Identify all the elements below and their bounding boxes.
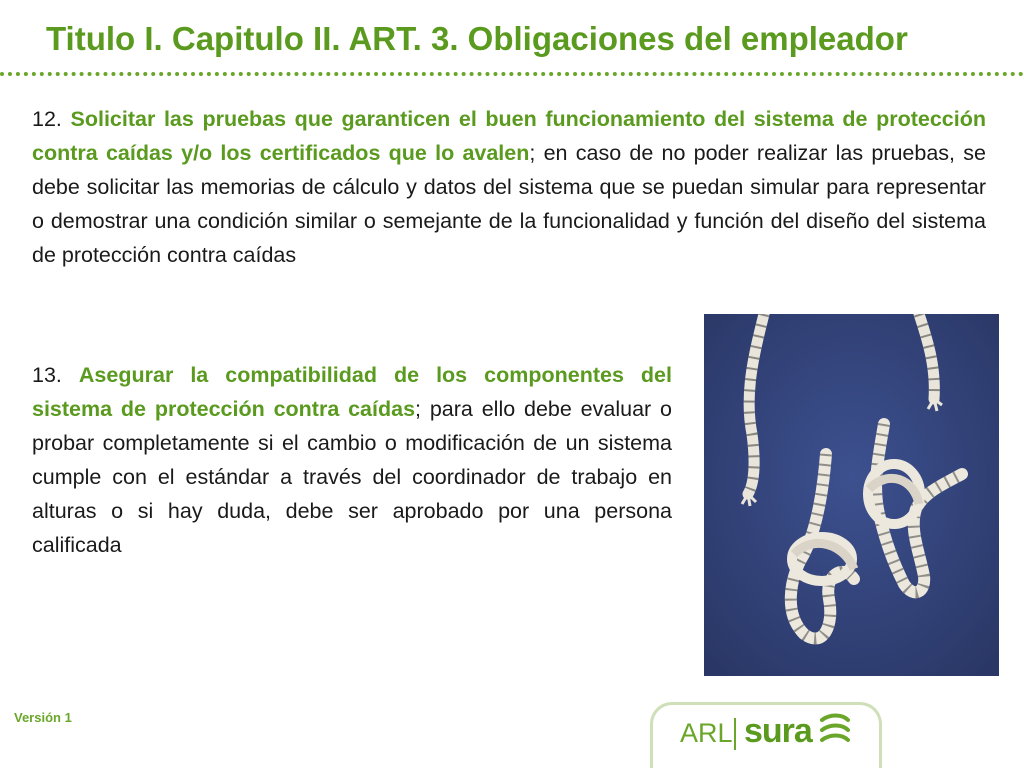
sura-swoosh-icon [818,712,850,752]
title-divider [0,72,1024,76]
obligation-item-13 [32,358,672,562]
logo-separator [734,718,736,750]
rope-knots-photo [704,314,999,676]
item-highlight: Solicitar las pruebas que garanticen el buen funcionamiento del sistema de protección contra caídas y/o los certificados que lo avalen [32,107,986,165]
item-text: ; en caso de no poder realizar las pruebas, se debe solicitar las memorias de cálculo y datos del sistema que se puedan simular para representar o demostrar una condición similar o semejante de la funcionalidad y función del diseño del sistema de protección contra caídas [32,141,986,267]
item-highlight: Asegurar la compatibilidad de los componentes del sistema de protección contra caídas [32,363,672,421]
rope-knots-illustration [704,314,999,676]
item-number: 13. [32,363,79,387]
obligation-item-12 [32,102,986,272]
logo-brand-text: sura [744,712,812,750]
page-title: Titulo I. Capitulo II. ART. 3. Obligaciones del empleador [46,20,908,57]
item-number: 12. [32,107,71,131]
version-label: Versión 1 [14,710,72,725]
logo-arl-text: ARL [680,718,733,748]
item-text: ; para ello debe evaluar o probar completamente si el cambio o modificación de un sistema cumple con el estándar a través del coordinador de trabajo en alturas o si hay duda, debe ser aprobado por una persona calificada [32,397,672,557]
